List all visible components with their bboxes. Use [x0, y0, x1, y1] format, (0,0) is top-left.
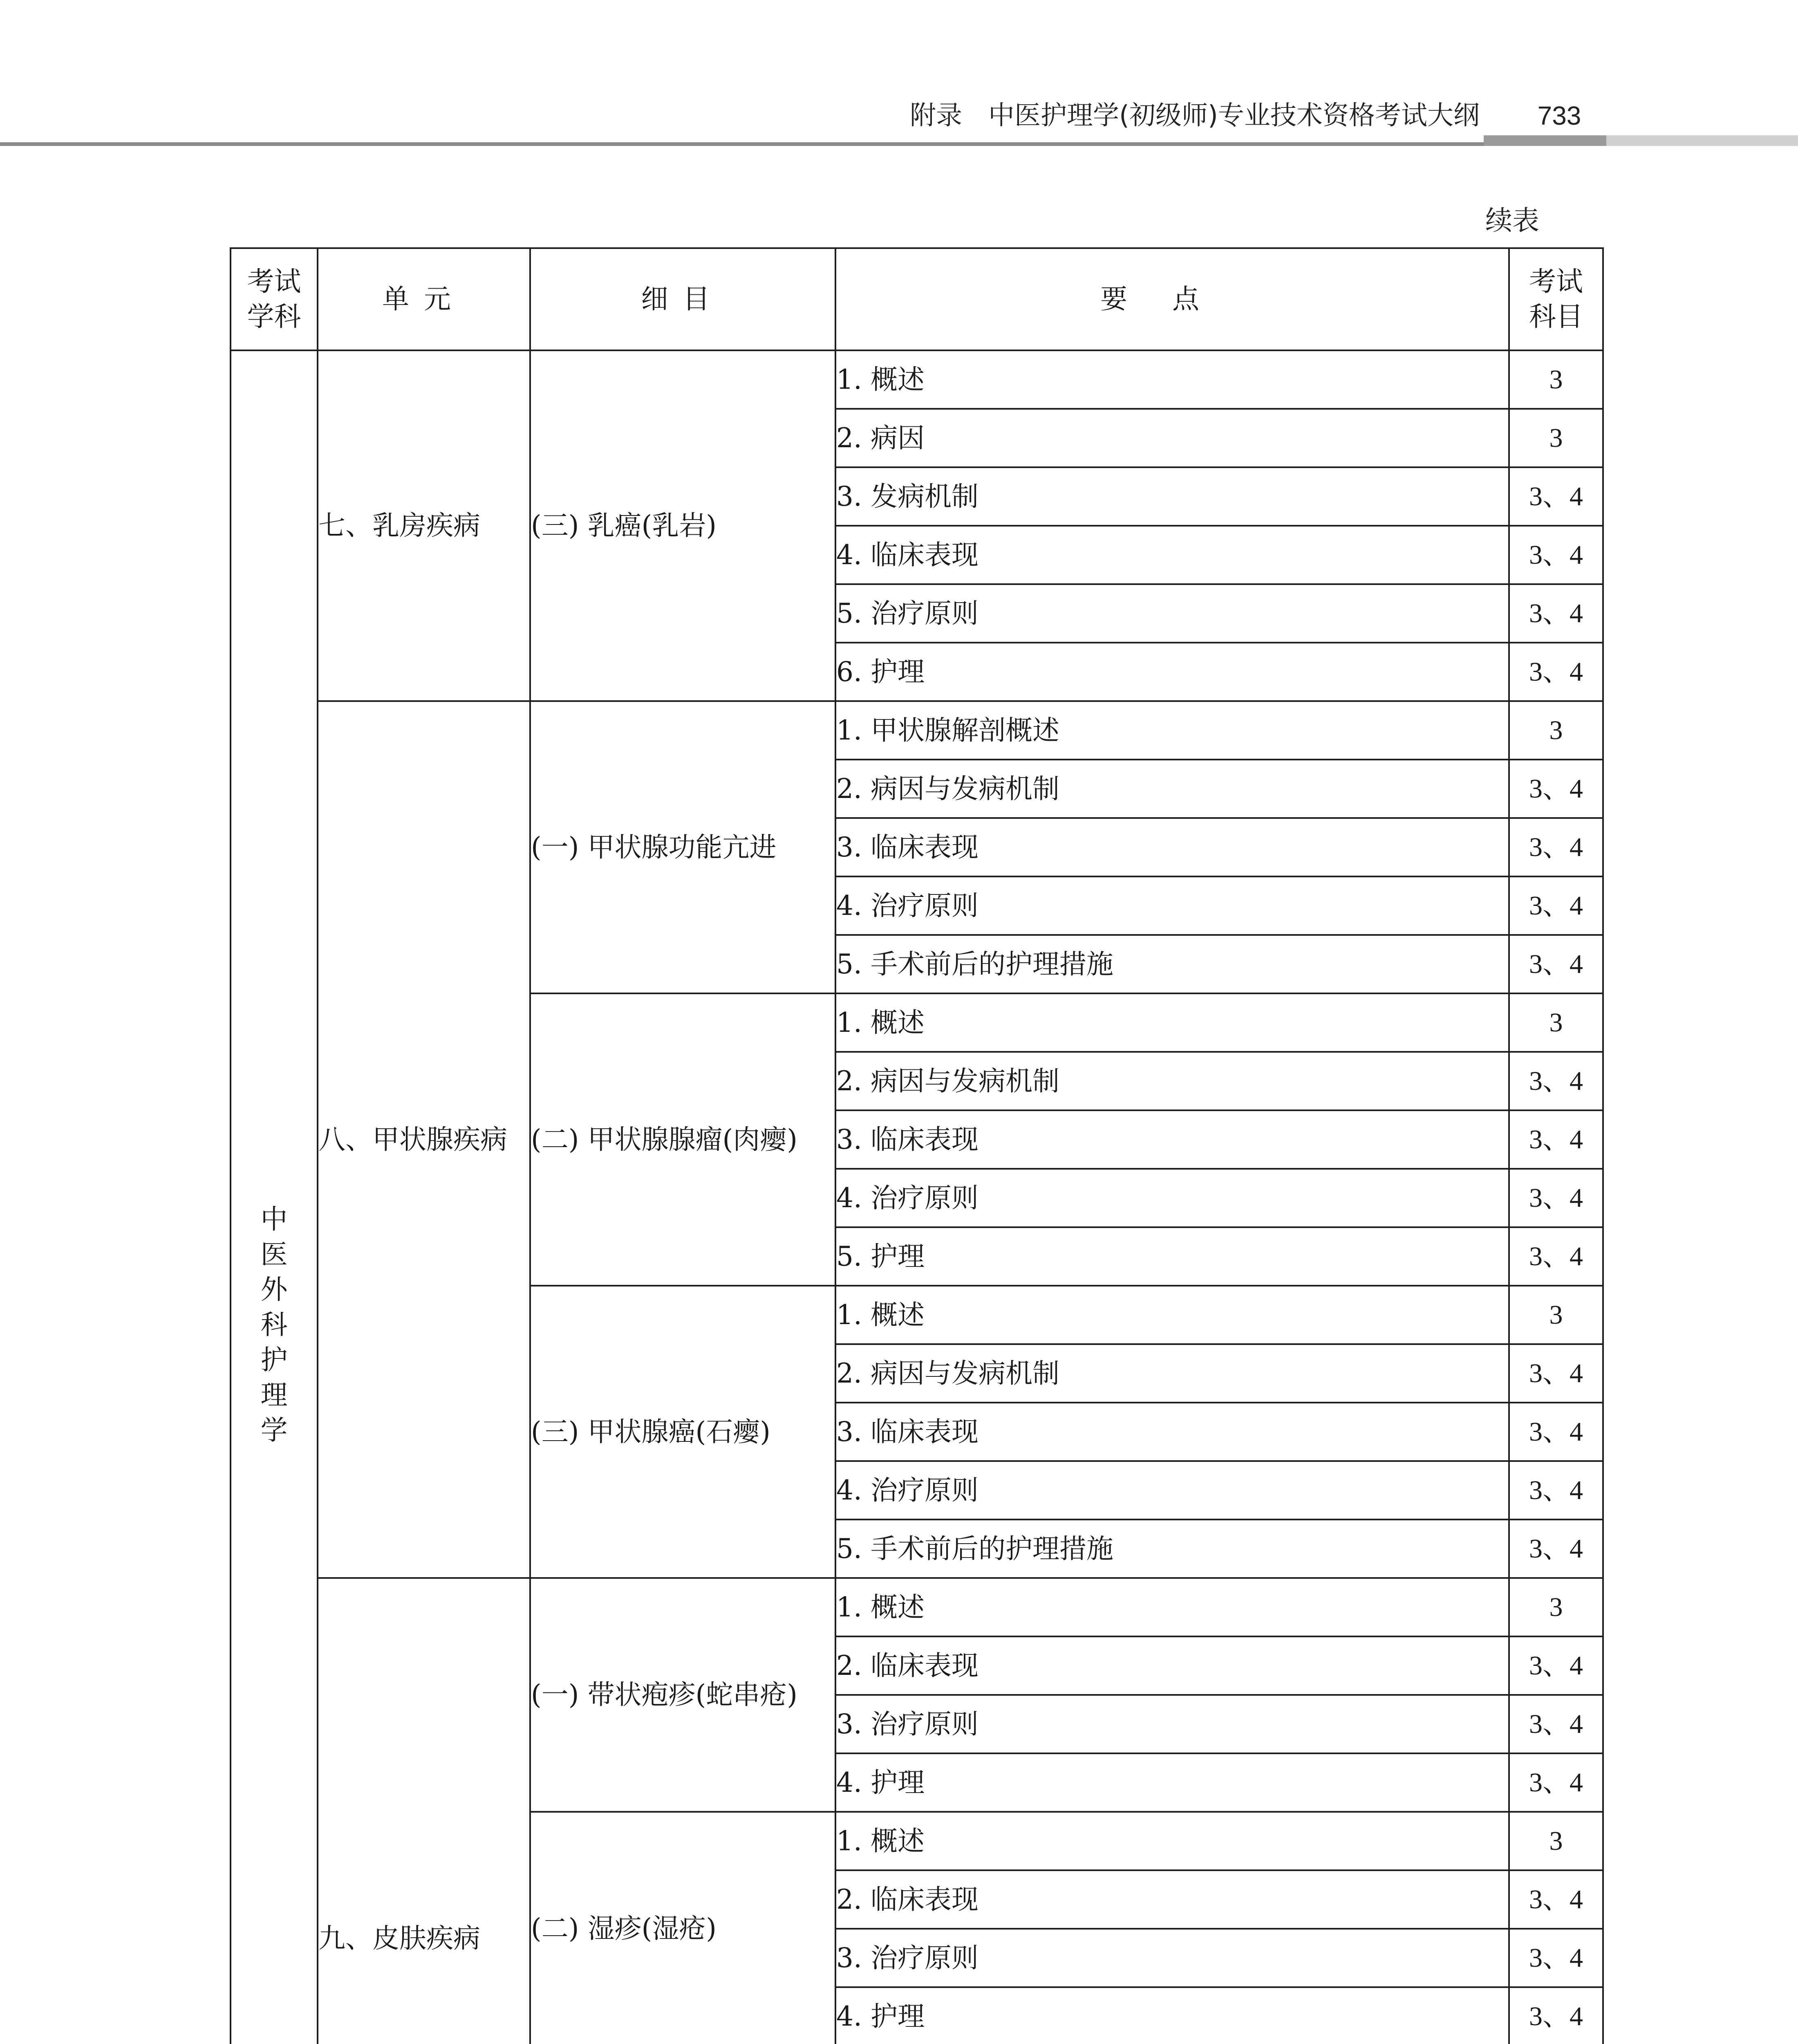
point-cell: 5. 手术前后的护理措施: [835, 935, 1509, 993]
point-cell: 5. 治疗原则: [835, 584, 1509, 643]
point-cell: 1. 概述: [835, 1286, 1509, 1344]
level-cell: 3、4: [1509, 526, 1603, 584]
detail-cell: (三) 乳癌(乳岩): [530, 350, 835, 701]
level-cell: 3、4: [1509, 1052, 1603, 1110]
point-cell: 1. 概述: [835, 350, 1509, 409]
level-cell: 3、4: [1509, 1110, 1603, 1169]
point-cell: 2. 病因: [835, 409, 1509, 467]
point-cell: 4. 治疗原则: [835, 1169, 1509, 1227]
point-cell: 2. 病因与发病机制: [835, 1344, 1509, 1403]
level-cell: 3、4: [1509, 1636, 1603, 1695]
header-unit: 单元: [318, 248, 530, 350]
point-cell: 1. 概述: [835, 1578, 1509, 1636]
continued-label: 续表: [1485, 205, 1539, 236]
point-cell: 3. 治疗原则: [835, 1695, 1509, 1753]
point-cell: 2. 病因与发病机制: [835, 1052, 1509, 1110]
page-number: 733: [1537, 101, 1581, 130]
point-cell: 3. 临床表现: [835, 818, 1509, 876]
syllabus-table: [230, 247, 1604, 2044]
level-cell: 3、4: [1509, 467, 1603, 526]
point-cell: 1. 概述: [835, 1812, 1509, 1870]
level-cell: 3、4: [1509, 818, 1603, 876]
point-cell: 5. 护理: [835, 1227, 1509, 1286]
level-cell: 3: [1509, 1578, 1603, 1636]
point-cell: 1. 概述: [835, 993, 1509, 1052]
table-row: [231, 350, 1603, 409]
point-cell: 2. 临床表现: [835, 1870, 1509, 1929]
header-subject: 考试学科: [231, 248, 318, 350]
level-cell: 3、4: [1509, 1520, 1603, 1578]
level-cell: 3、4: [1509, 1169, 1603, 1227]
point-cell: 4. 治疗原则: [835, 1461, 1509, 1520]
level-cell: 3、4: [1509, 1929, 1603, 1987]
level-cell: 3、4: [1509, 1403, 1603, 1461]
detail-cell: (三) 甲状腺癌(石瘿): [530, 1286, 835, 1578]
point-cell: 1. 甲状腺解剖概述: [835, 701, 1509, 760]
header-points: 要点: [835, 248, 1509, 350]
level-cell: 3: [1509, 701, 1603, 760]
point-cell: 4. 临床表现: [835, 526, 1509, 584]
detail-cell: (二) 甲状腺腺瘤(肉瘿): [530, 993, 835, 1286]
table-row: [231, 701, 1603, 760]
level-cell: 3、4: [1509, 760, 1603, 818]
point-cell: 4. 护理: [835, 1753, 1509, 1812]
table-row: [231, 1578, 1603, 1636]
point-cell: 3. 治疗原则: [835, 1929, 1509, 1987]
level-cell: 3、4: [1509, 1870, 1603, 1929]
unit-cell: 八、甲状腺疾病: [318, 701, 530, 1578]
level-cell: 3、4: [1509, 876, 1603, 935]
point-cell: 6. 护理: [835, 643, 1509, 701]
level-cell: 3、4: [1509, 643, 1603, 701]
running-header-title: 附录 中医护理学(初级师)专业技术资格考试大纲: [910, 101, 1480, 131]
header-level: 考试科目: [1509, 248, 1603, 350]
level-cell: 3、4: [1509, 1344, 1603, 1403]
level-cell: 3、4: [1509, 1987, 1603, 2044]
header-row: [231, 248, 1603, 350]
point-cell: 2. 病因与发病机制: [835, 760, 1509, 818]
point-cell: 4. 护理: [835, 1987, 1509, 2044]
level-cell: 3、4: [1509, 935, 1603, 993]
point-cell: 3. 发病机制: [835, 467, 1509, 526]
point-cell: 4. 治疗原则: [835, 876, 1509, 935]
detail-cell: (一) 带状疱疹(蛇串疮): [530, 1578, 835, 1812]
level-cell: 3: [1509, 1812, 1603, 1870]
subject-cell: 中医外科护理学: [231, 350, 318, 2044]
level-cell: 3: [1509, 350, 1603, 409]
unit-cell: 七、乳房疾病: [318, 350, 530, 701]
level-cell: 3、4: [1509, 1753, 1603, 1812]
point-cell: 2. 临床表现: [835, 1636, 1509, 1695]
unit-cell: 九、皮肤疾病: [318, 1578, 530, 2044]
level-cell: 3: [1509, 993, 1603, 1052]
level-cell: 3、4: [1509, 1695, 1603, 1753]
point-cell: 3. 临床表现: [835, 1403, 1509, 1461]
level-cell: 3: [1509, 409, 1603, 467]
header-detail: 细目: [530, 248, 835, 350]
point-cell: 3. 临床表现: [835, 1110, 1509, 1169]
detail-cell: (一) 甲状腺功能亢进: [530, 701, 835, 993]
level-cell: 3、4: [1509, 1227, 1603, 1286]
detail-cell: (二) 湿疹(湿疮): [530, 1812, 835, 2044]
level-cell: 3: [1509, 1286, 1603, 1344]
point-cell: 5. 手术前后的护理措施: [835, 1520, 1509, 1578]
level-cell: 3、4: [1509, 584, 1603, 643]
level-cell: 3、4: [1509, 1461, 1603, 1520]
